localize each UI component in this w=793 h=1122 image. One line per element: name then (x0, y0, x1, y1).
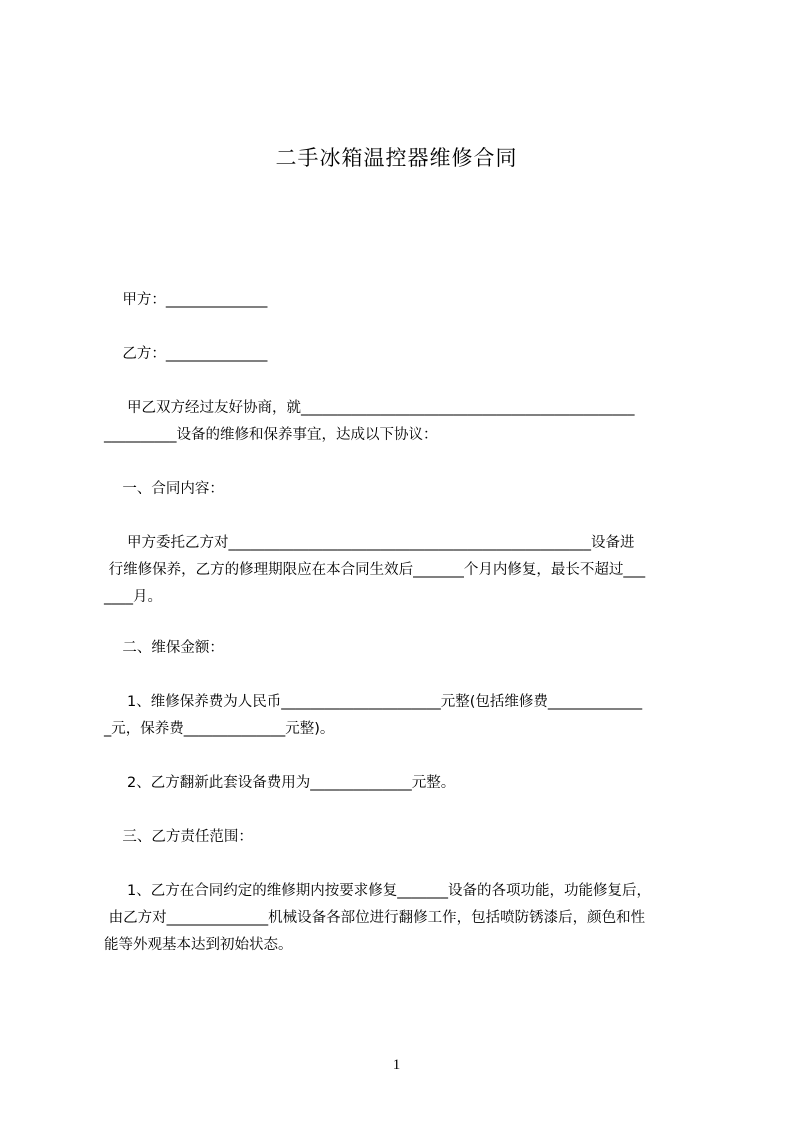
page-number: 1 (392, 1057, 401, 1073)
section-3-item-1-line-3: 能等外观基本达到初始状态。 (104, 937, 293, 953)
section-1-line-1: 甲方委托乙方对__________________________________________________设备进 (104, 535, 635, 551)
preamble-line-1: 甲乙双方经过友好协商，就______________________________________________ (104, 400, 635, 416)
section-2-item-2: 2、乙方翻新此套设备费用为______________元整。 (104, 775, 456, 791)
section-2-item-1-line-2: _元，保养费______________元整)。 (104, 721, 335, 737)
document-title: 二手冰箱温控器维修合同 (275, 146, 518, 170)
section-3-item-1-line-2: 由乙方对______________机械设备各部位进行翻修工作，包括喷防锈漆后，颜色和性 (104, 910, 646, 926)
section-2-item-1-line-1: 1、维修保养费为人民币______________________元整(包括维修费_____________ (104, 694, 643, 710)
section-1-line-3: ____月。 (104, 589, 162, 605)
section-1-heading: 一、合同内容： (104, 481, 224, 497)
party-a-line: 甲方：______________ (104, 292, 268, 308)
preamble-line-2: __________设备的维修和保养事宜，达成以下协议： (104, 427, 438, 443)
party-b-line: 乙方：______________ (104, 346, 268, 362)
section-1-line-2: 行维修保养，乙方的修理期限应在本合同生效后_______个月内修复，最长不超过___ (104, 562, 646, 578)
section-3-item-1-line-1: 1、乙方在合同约定的维修期内按要求修复_______设备的各项功能，功能修复后， (104, 883, 652, 899)
section-3-heading: 三、乙方责任范围： (104, 829, 253, 845)
section-2-heading: 二、维保金额： (104, 640, 224, 656)
